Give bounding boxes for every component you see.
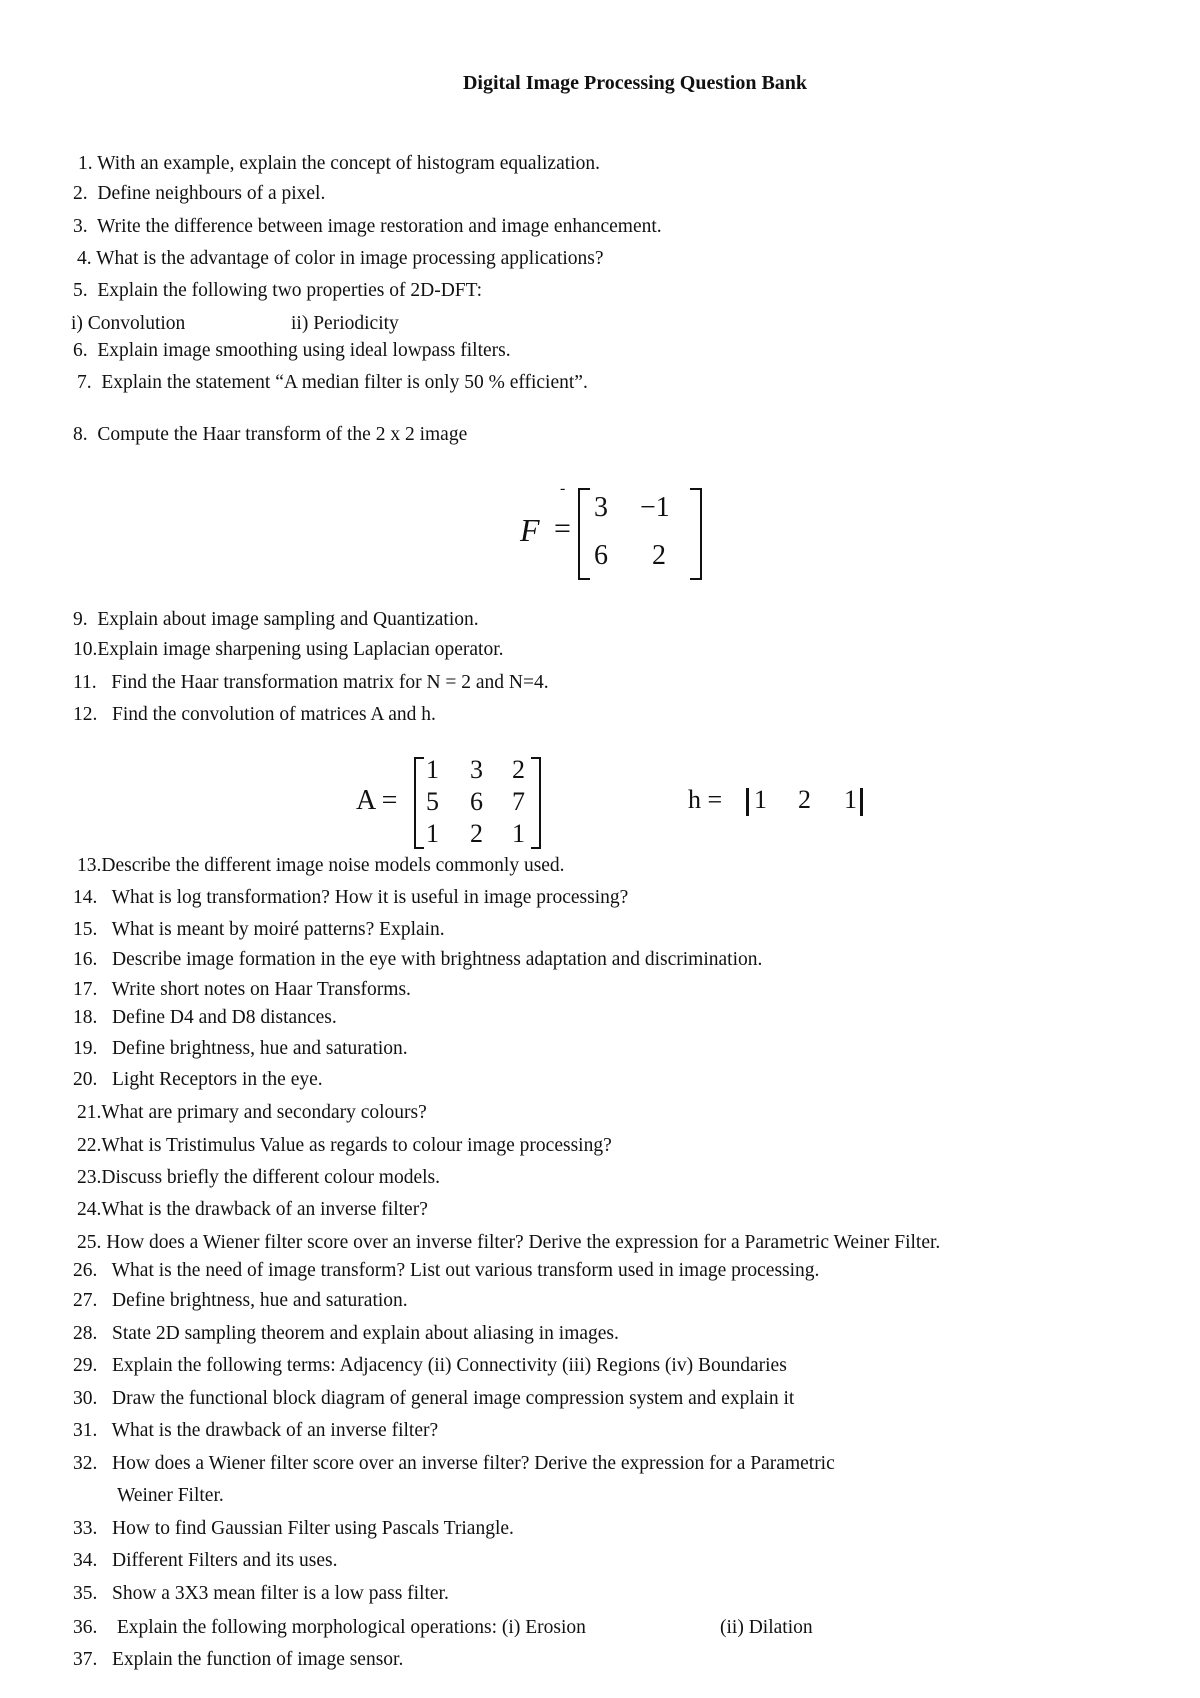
question-4: 4. What is the advantage of color in image processing applications? bbox=[77, 248, 604, 269]
matrix-a-cell: 6 bbox=[470, 787, 483, 816]
matrix-a-cell: 1 bbox=[426, 819, 439, 848]
question-1: 1. With an example, explain the concept of histogram equalization. bbox=[78, 153, 600, 174]
question-16: 16. Describe image formation in the eye with brightness adaptation and discrimination. bbox=[73, 949, 763, 970]
matrix-f-cell: 2 bbox=[652, 540, 666, 571]
matrix-a-right-bracket bbox=[531, 757, 541, 849]
page-title: Digital Image Processing Question Bank bbox=[462, 72, 808, 94]
question-6: 6. Explain image smoothing using ideal lowpass filters. bbox=[73, 340, 511, 361]
question-18: 18. Define D4 and D8 distances. bbox=[73, 1007, 337, 1028]
question-24: 24.What is the drawback of an inverse filter? bbox=[77, 1199, 428, 1220]
matrix-f-equation bbox=[520, 480, 700, 580]
question-2: 2. Define neighbours of a pixel. bbox=[73, 183, 326, 204]
question-5-option-ii: ii) Periodicity bbox=[291, 313, 399, 334]
vector-h-cell: 1 bbox=[754, 785, 767, 814]
matrix-f-cell: −1 bbox=[640, 492, 670, 523]
vector-h-right-bar bbox=[860, 788, 863, 816]
matrix-f-right-bracket bbox=[690, 488, 702, 580]
matrix-f-bar: - bbox=[560, 480, 566, 497]
vector-h-cell: 2 bbox=[798, 785, 811, 814]
question-34: 34. Different Filters and its uses. bbox=[73, 1550, 338, 1571]
question-11: 11. Find the Haar transformation matrix for N = 2 and N=4. bbox=[73, 672, 549, 693]
matrix-a-label: A = bbox=[356, 785, 398, 816]
question-5: 5. Explain the following two properties of 2D-DFT: bbox=[73, 280, 483, 301]
question-35: 35. Show a 3X3 mean filter is a low pass filter. bbox=[73, 1583, 449, 1604]
question-22: 22.What is Tristimulus Value as regards to colour image processing? bbox=[77, 1135, 612, 1156]
matrix-a-cell: 2 bbox=[512, 755, 525, 784]
matrix-a-equation bbox=[356, 755, 546, 851]
question-36: 36. Explain the following morphological operations: (i) Erosion bbox=[73, 1617, 586, 1638]
vector-h-cell: 1 bbox=[844, 785, 857, 814]
matrix-f-left-bracket bbox=[578, 488, 590, 580]
question-7: 7. Explain the statement “A median filter is only 50 % efficient”. bbox=[77, 372, 588, 393]
question-17: 17. Write short notes on Haar Transforms. bbox=[73, 979, 411, 1000]
question-15: 15. What is meant by moiré patterns? Explain. bbox=[73, 919, 445, 940]
matrix-a-left-bracket bbox=[414, 757, 424, 849]
question-5-option-i: i) Convolution bbox=[71, 313, 186, 334]
question-14: 14. What is log transformation? How it is useful in image processing? bbox=[73, 887, 629, 908]
question-19: 19. Define brightness, hue and saturation. bbox=[73, 1038, 408, 1059]
question-26: 26. What is the need of image transform? List out various transform used in image processing. bbox=[73, 1260, 820, 1281]
question-32: 32. How does a Wiener filter score over an inverse filter? Derive the expression for a Parametric bbox=[73, 1453, 835, 1474]
question-21: 21.What are primary and secondary colours? bbox=[77, 1102, 427, 1123]
question-32-continued: Weiner Filter. bbox=[117, 1485, 224, 1506]
question-23: 23.Discuss briefly the different colour models. bbox=[77, 1167, 441, 1188]
question-9: 9. Explain about image sampling and Quantization. bbox=[73, 609, 479, 630]
vector-h-left-bar bbox=[746, 788, 749, 816]
question-25: 25. How does a Wiener filter score over an inverse filter? Derive the expression for a Parametric Weiner Filter. bbox=[77, 1232, 941, 1253]
question-36-option-ii: (ii) Dilation bbox=[720, 1617, 813, 1638]
question-33: 33. How to find Gaussian Filter using Pascals Triangle. bbox=[73, 1518, 514, 1539]
question-12: 12. Find the convolution of matrices A and h. bbox=[73, 704, 436, 725]
question-3: 3. Write the difference between image restoration and image enhancement. bbox=[73, 216, 662, 237]
matrix-a-cell: 5 bbox=[426, 787, 439, 816]
question-31: 31. What is the drawback of an inverse filter? bbox=[73, 1420, 439, 1441]
matrix-a-cell: 1 bbox=[426, 755, 439, 784]
matrix-a-cell: 7 bbox=[512, 787, 525, 816]
question-28: 28. State 2D sampling theorem and explain about aliasing in images. bbox=[73, 1323, 619, 1344]
question-29: 29. Explain the following terms: Adjacency (ii) Connectivity (iii) Regions (iv) Boundaries bbox=[73, 1355, 787, 1376]
matrix-a-cell: 1 bbox=[512, 819, 525, 848]
question-27: 27. Define brightness, hue and saturation. bbox=[73, 1290, 408, 1311]
vector-h-equation bbox=[688, 785, 888, 825]
question-10: 10.Explain image sharpening using Laplacian operator. bbox=[73, 639, 504, 660]
vector-h-label: h = bbox=[688, 785, 723, 814]
question-20: 20. Light Receptors in the eye. bbox=[73, 1069, 323, 1090]
question-30: 30. Draw the functional block diagram of general image compression system and explain it bbox=[73, 1388, 795, 1409]
matrix-f-equals: = bbox=[554, 512, 571, 545]
matrix-a-cell: 3 bbox=[470, 755, 483, 784]
matrix-f-label: F bbox=[520, 512, 540, 548]
matrix-f-cell: 3 bbox=[594, 492, 608, 523]
matrix-f-cell: 6 bbox=[594, 540, 608, 571]
matrix-a-cell: 2 bbox=[470, 819, 483, 848]
question-37: 37. Explain the function of image sensor. bbox=[73, 1649, 404, 1670]
question-8: 8. Compute the Haar transform of the 2 x 2 image bbox=[73, 424, 468, 445]
question-13: 13.Describe the different image noise models commonly used. bbox=[77, 855, 565, 876]
